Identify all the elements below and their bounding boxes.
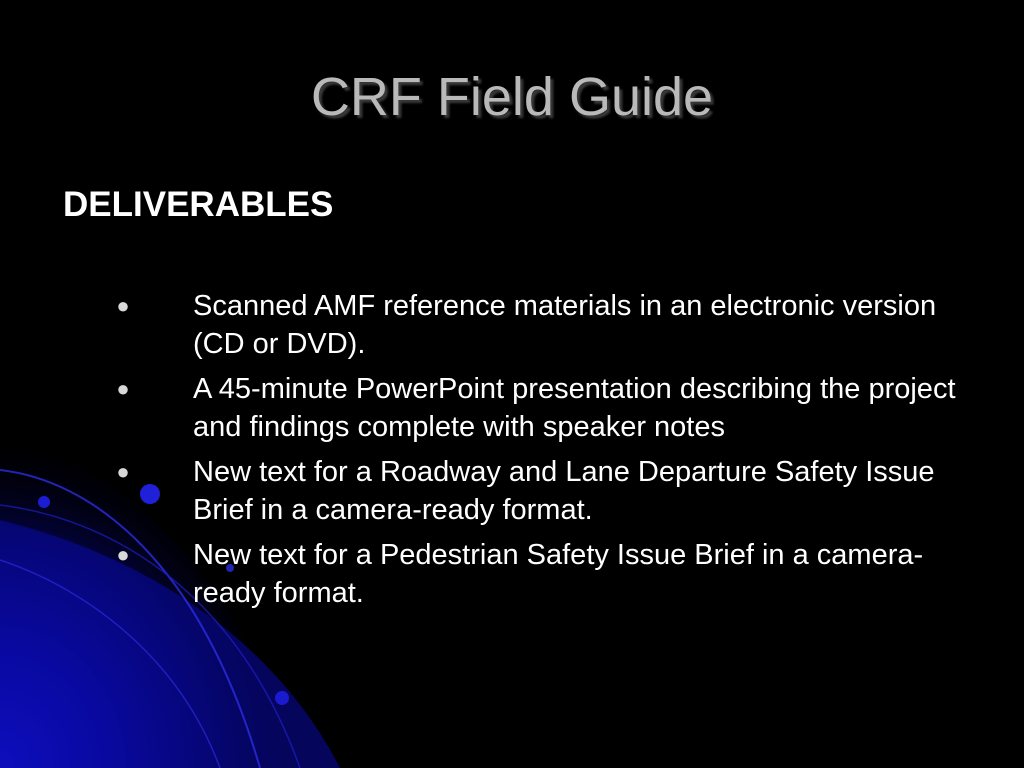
bullet-item-3: [0, 453, 1024, 529]
bullet-item-2: [0, 370, 1024, 446]
bullet-text: New text for a Roadway and Lane Departure Safety Issue Brief in a camera-ready format.: [193, 456, 935, 526]
bullet-dot-icon: ●: [116, 542, 130, 567]
bullet-text: A 45-minute PowerPoint presentation describing the project and findings complete with speaker notes: [193, 373, 956, 443]
bullet-dot-icon: ●: [116, 459, 130, 484]
bullet-text: New text for a Pedestrian Safety Issue Brief in a camera-ready format.: [193, 539, 924, 609]
bullet-item-4: [0, 536, 1024, 612]
bullet-text: Scanned AMF reference materials in an electronic version (CD or DVD).: [193, 290, 937, 360]
bullet-dot-icon: ●: [116, 293, 130, 318]
bullet-item-1: [0, 287, 1024, 363]
swirl-dot-3: [275, 691, 289, 705]
slide-title: CRF Field Guide: [310, 67, 714, 127]
section-heading: DELIVERABLES: [63, 185, 334, 224]
bullet-list: [0, 287, 1024, 619]
bullet-dot-icon: ●: [116, 376, 130, 401]
